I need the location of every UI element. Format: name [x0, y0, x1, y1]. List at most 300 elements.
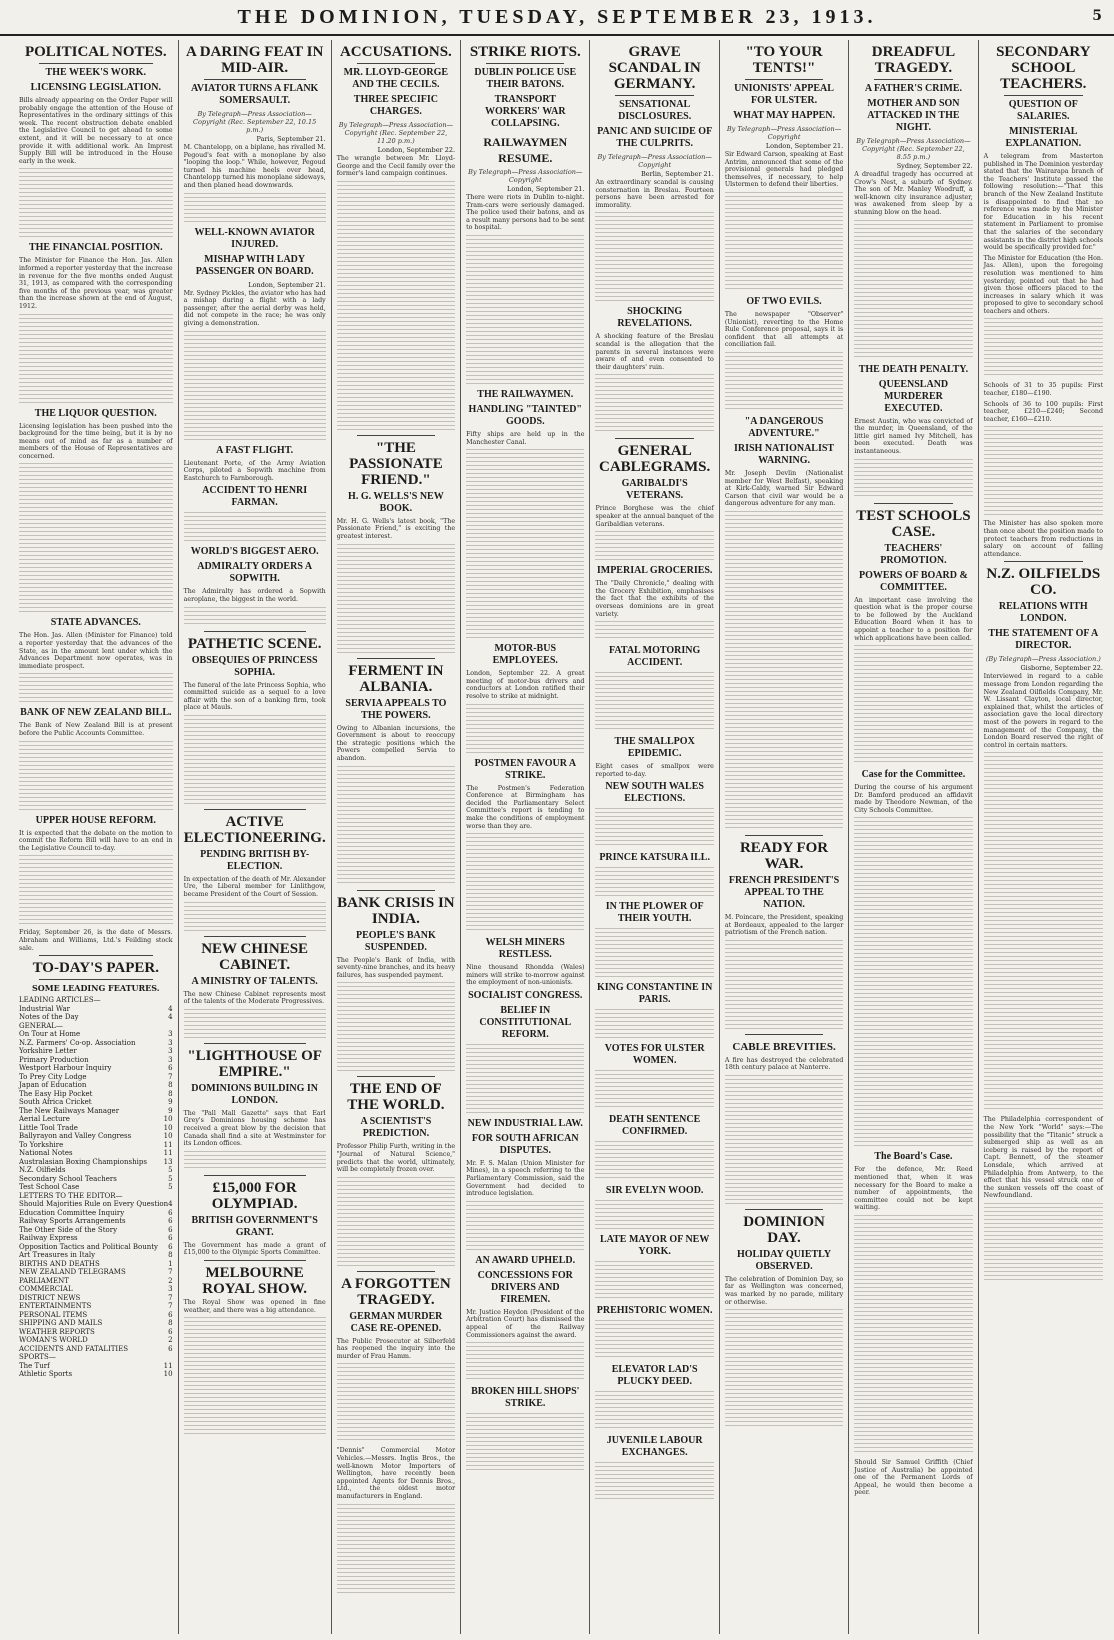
- article-text-lines: [466, 1413, 584, 1473]
- article-body: Mr. Joseph Devlin (Nationalist member for West Belfast), speaking at Kirk-Caldy, warned Sir Edward Carson that civil war would be a dangerous adventure for any man.: [724, 469, 844, 508]
- divider: [357, 1076, 435, 1077]
- article-subheading: POSTMEN FAVOUR A STRIKE.: [474, 757, 577, 781]
- toc-page: 10: [163, 1132, 173, 1141]
- placeline: Berlin, September 21.: [641, 170, 714, 178]
- article-subheading: A MINISTRY OF TALENTS.: [191, 975, 318, 987]
- dateline: By Telegraph—Press Association—Copyright: [468, 168, 583, 184]
- article-subheading: GARIBALDI'S VETERANS.: [621, 478, 688, 502]
- article-subheading: VOTES FOR ULSTER WOMEN.: [604, 1043, 705, 1067]
- toc-page: 9: [168, 1098, 173, 1107]
- article-text-lines: [595, 808, 713, 848]
- toc-row: [19, 1328, 173, 1337]
- article-text-lines: [595, 374, 713, 434]
- article-text-lines: [984, 426, 1103, 516]
- placeline: London, September 21.: [507, 185, 585, 193]
- toc-row: [19, 1311, 173, 1320]
- toc-item: Should Majorities Rule on Every Question: [19, 1200, 169, 1209]
- dateline: (By Telegraph—Press Association.): [985, 655, 1101, 664]
- toc-item: WEATHER REPORTS: [19, 1327, 95, 1336]
- toc-row: [19, 1013, 173, 1022]
- placeline: London, September 21.: [765, 142, 844, 150]
- placeline: London, September 21.: [248, 280, 326, 289]
- article-subheading: CONCESSIONS FOR DRIVERS AND FIREMEN.: [477, 1269, 573, 1305]
- article-subheading: MISHAP WITH LADY PASSENGER ON BOARD.: [195, 253, 314, 277]
- toc-row: [19, 1294, 173, 1303]
- article-text-lines: [854, 1215, 972, 1455]
- toc-page: 9: [168, 1106, 173, 1115]
- article-body: Mr. H. G. Wells's latest book, "The Passionate Friend," is exciting the greatest interest.: [336, 517, 456, 540]
- article-subheading: LATE MAYOR OF NEW YORK.: [599, 1234, 710, 1258]
- toc-page: 7: [168, 1293, 173, 1302]
- toc-page: 6: [168, 1234, 173, 1243]
- article-subheading: MOTHER AND SON ATTACKED IN THE NIGHT.: [867, 98, 960, 133]
- toc-row: [19, 1183, 173, 1192]
- article-body: Eight cases of smallpox were reported to-day.: [595, 763, 714, 778]
- divider: [204, 79, 306, 80]
- column-6: [720, 40, 849, 1634]
- divider: [39, 955, 153, 956]
- toc-item: SPORTS—: [19, 1353, 56, 1362]
- article-text-lines: [184, 193, 326, 223]
- article-subheading: AVIATOR TURNS A FLANK SOMERSAULT.: [190, 83, 319, 106]
- toc-page: 3: [168, 1038, 173, 1047]
- article-body: The Minister has also spoken more than once about the position made to protect teachers from reductions in salary on account of falling attendance.: [983, 520, 1103, 558]
- article-text-lines: [595, 1200, 713, 1230]
- dateline: By Telegraph—Press Association—Copyright (Rec. September 22, 11.20 p.m.): [338, 121, 454, 145]
- article-body: A fire has destroyed the celebrated 18th century palace at Nanterre.: [724, 1056, 844, 1072]
- article-body: During the course of his argument Dr. Bamford produced an affidavit made by Theodore Newman, of the City Schools Committee.: [854, 784, 973, 814]
- article-subheading: HANDLING "TAINTED" GOODS.: [468, 403, 582, 427]
- toc-row: [19, 1226, 173, 1235]
- article-subheading: TRANSPORT WORKERS' WAR COLLAPSING.: [484, 94, 566, 129]
- toc-item: Australasian Boxing Championships: [19, 1157, 147, 1166]
- divider: [745, 1034, 823, 1035]
- toc-item: Test School Case: [19, 1183, 80, 1192]
- article-body: It is expected that the debate on the motion to commit the Reform Bill will have to an end in the Legislative Council to-day.: [19, 829, 173, 852]
- article-body: The Minister for Education (the Hon. Jas. Allen), upon the foregoing resolution was mentioned to him yesterday, pointed out that he had given those officers placed to the increases in salary which it was proposed to give to secondary school teachers and others.: [983, 254, 1103, 315]
- article-subheading: STATE ADVANCES.: [50, 617, 141, 629]
- article-text-lines: [725, 1309, 843, 1429]
- article-heading: ACTIVE ELECTIONEERING.: [183, 813, 326, 846]
- divider: [357, 890, 435, 891]
- article-text-lines: [19, 673, 173, 703]
- article-body: Interviewed in regard to a cable message from London regarding the New Zealand Oilfields Company, Mr. W. Lissant Clayton, local director, explained that, whilst the articles of association gave the local directory most of the powers in regard to the management of the Company, the London Board reserved the right of control in certain matters.: [983, 673, 1103, 749]
- article-subheading: THE LIQUOR QUESTION.: [34, 407, 157, 419]
- toc-row: [19, 1234, 173, 1243]
- toc-row: [19, 1362, 173, 1371]
- article-text-lines: [466, 449, 584, 639]
- toc-item: The Turf: [19, 1361, 50, 1370]
- article-heading: A DARING FEAT IN MID-AIR.: [185, 44, 324, 76]
- toc-item: Industrial War: [19, 1004, 70, 1013]
- article-subheading: MOTOR-BUS EMPLOYEES.: [492, 643, 558, 667]
- toc-item: Little Tool Trade: [19, 1123, 78, 1132]
- article-text-lines: [725, 352, 843, 412]
- article-body: The Bank of New Zealand Bill is at present before the Public Accounts Committee.: [19, 722, 173, 738]
- article-body: M. Poincare, the President, speaking at Bordeaux, appealed to the larger patriotism of the French nation.: [724, 913, 844, 937]
- article-heading: PATHETIC SCENE.: [187, 635, 322, 652]
- article-body: Professor Philip Furth, writing in the "Journal of Natural Science," predicts that the world, ultimately, will be completely frozen over.: [336, 1143, 456, 1174]
- article-subheading: TEACHERS' PROMOTION.: [880, 542, 947, 566]
- article-body: Owing to Albanian incursions, the Government is about to reoccupy the strategic positions which the Powers compelled Servia to abandon.: [336, 724, 456, 762]
- divider: [204, 1043, 306, 1044]
- article-heading: MELBOURNE ROYAL SHOW.: [202, 1265, 308, 1297]
- article-text-lines: [184, 1151, 326, 1171]
- toc-item: Secondary School Teachers: [19, 1174, 117, 1183]
- toc-page: 8: [168, 1089, 173, 1098]
- article-text-lines: [466, 704, 584, 754]
- toc-item: Aerial Lecture: [19, 1115, 70, 1124]
- article-text-lines: [725, 1075, 843, 1205]
- article-subheading: Case for the Committee.: [861, 769, 966, 781]
- article-body: Bills already appearing on the Order Paper will probably engage the attention of the House of Representatives in the ordinary sittings of this week. The recent obstruction debate enabled the Legislative Council to get ahead to some extent, and it will be necessary to at once provide it with additional work. An Imprest Supply Bill will be introduced in the House early in the week.: [19, 97, 173, 165]
- placeline: London, September 22.: [377, 146, 456, 154]
- article-text-lines: [184, 1317, 326, 1437]
- toc-page: 2: [168, 1276, 173, 1285]
- toc-row: [19, 1098, 173, 1107]
- divider: [745, 79, 823, 80]
- article-subheading: THE RAILWAYMEN.: [477, 388, 574, 400]
- article-body: Prince Borghese was the chief speaker at the annual banquet of the Garibaldian veterans.: [595, 505, 714, 528]
- article-subheading: THE SMALLPOX EPIDEMIC.: [614, 736, 695, 760]
- toc-row: [19, 1200, 173, 1209]
- toc-page: 6: [168, 1064, 173, 1073]
- article-text-lines: [595, 212, 713, 302]
- toc-row: [19, 1064, 173, 1073]
- divider: [745, 835, 823, 836]
- toc-page: 3: [168, 1030, 173, 1039]
- toc-item: DISTRICT NEWS: [19, 1293, 81, 1302]
- toc-heading: SOME LEADING FEATURES.: [32, 983, 160, 994]
- article-subheading: "A DANGEROUS ADVENTURE.": [744, 415, 824, 439]
- article-subheading: A FAST FLIGHT.: [216, 444, 294, 456]
- toc-page: 4: [168, 1004, 173, 1013]
- toc-row: [19, 1056, 173, 1065]
- divider: [39, 63, 153, 64]
- article-heading: READY FOR WAR.: [739, 839, 829, 872]
- article-body: The Admiralty has ordered a Sopwith aeroplane, the biggest in the world.: [183, 588, 326, 603]
- article-subheading: SIR EVELYN WOOD.: [605, 1185, 704, 1197]
- column-7: [849, 40, 978, 1634]
- article-heading: BANK CRISIS IN INDIA.: [337, 894, 455, 927]
- toc-row: [19, 1345, 173, 1354]
- article-subheading: RELATIONS WITH LONDON.: [998, 601, 1088, 625]
- column-8: [979, 40, 1108, 1634]
- article-subheading: PREHISTORIC WOMEN.: [596, 1305, 713, 1317]
- toc-row: [19, 1107, 173, 1116]
- article-text-lines: [595, 1320, 713, 1360]
- article-subheading: FOR SOUTH AFRICAN DISPUTES.: [471, 1132, 579, 1156]
- article-subheading: SERVIA APPEALS TO THE POWERS.: [345, 697, 447, 721]
- toc-item: Japan of Education: [19, 1081, 87, 1090]
- toc-item: Yorkshire Letter: [19, 1047, 77, 1056]
- article-text-lines: [595, 621, 713, 641]
- article-subheading: QUESTION OF SALARIES.: [1008, 99, 1078, 122]
- article-body: The celebration of Dominion Day, so far as Wellington was concerned, was marked by no parade, military or otherwise.: [724, 1275, 844, 1306]
- article-text-lines: [337, 1504, 455, 1594]
- article-text-lines: [595, 928, 713, 978]
- toc-item: The Easy Hip Pocket: [19, 1089, 93, 1098]
- article-subheading: FRENCH PRESIDENT'S APPEAL TO THE NATION.: [728, 874, 840, 910]
- article-subheading: WHAT MAY HAPPEN.: [733, 110, 836, 121]
- toc-row: [19, 1192, 173, 1201]
- toc-page: 6: [168, 1217, 173, 1226]
- toc-item: Railway Sports Arrangements: [19, 1217, 126, 1226]
- article-body: The Hon. Jas. Allen (Minister for Finance) told a reporter yesterday that the advances of the State, as in the amount lent under which the Advances Department now operates, was in immediate prospect.: [19, 632, 173, 670]
- article-subheading: LICENSING LEGISLATION.: [30, 82, 161, 93]
- toc-row: [19, 1141, 173, 1150]
- article-subheading: KING CONSTANTINE IN PARIS.: [596, 982, 713, 1006]
- divider: [1004, 561, 1083, 562]
- toc-item: LETTERS TO THE EDITOR—: [19, 1191, 123, 1200]
- article-subheading: DUBLIN POLICE USE THEIR BATONS.: [474, 67, 577, 90]
- article-subheading: THREE SPECIFIC CHARGES.: [353, 94, 438, 117]
- toc-row: [19, 1268, 173, 1277]
- article-body: Sir Edward Carson, speaking at East Antrim, announced that some of the provisional generals had pledged themselves, if necessary, to help Ulstermen to defend their liberties.: [724, 151, 844, 189]
- toc-row: [19, 1149, 173, 1158]
- article-heading: £15,000 FOR OLYMPIAD.: [211, 1179, 298, 1212]
- article-heading: FERMENT IN ALBANIA.: [348, 662, 444, 695]
- article-text-lines: [184, 607, 326, 627]
- toc-page: 2: [168, 1336, 173, 1345]
- article-text-lines: [854, 459, 972, 499]
- toc-row: [19, 1319, 173, 1328]
- toc-row: [19, 1166, 173, 1175]
- article-text-lines: [466, 833, 584, 933]
- toc-row: [19, 1302, 173, 1311]
- toc-item: The New Railways Manager: [19, 1106, 120, 1115]
- article-body: The "Pall Mall Gazette" says that Earl Grey's Dominions housing scheme has received a great blow by the decision that Canada shall find a site at Westminster for its London offices.: [183, 1109, 326, 1148]
- toc-row: [19, 1005, 173, 1014]
- toc-row: [19, 1047, 173, 1056]
- article-subheading: THE DEATH PENALTY.: [858, 363, 969, 375]
- toc-row: [19, 1132, 173, 1141]
- toc-page: 6: [168, 1225, 173, 1234]
- article-body: There were riots in Dublin to-night. Tram-cars were seriously damaged. The police used their batons, and as a result many persons had to be sent to hospital.: [466, 194, 585, 232]
- toc-page: 11: [163, 1361, 173, 1370]
- article-subheading: MR. LLOYD-GEORGE AND THE CECILS.: [343, 67, 449, 90]
- article-body: A shocking feature of the Breslau scandal is the allegation that the parents in several instances were aware of and even consented to their daughters' ruin.: [595, 333, 714, 371]
- toc-page: 6: [168, 1344, 173, 1353]
- divider: [874, 79, 952, 80]
- article-subheading: The Board's Case.: [874, 1151, 953, 1163]
- article-body: Nine thousand Rhondda (Wales) miners will strike to-morrow against the employment of non-unionists.: [466, 964, 585, 987]
- toc-item: Railway Express: [19, 1234, 78, 1243]
- toc-row: [19, 1353, 173, 1362]
- toc-row: [19, 1115, 173, 1124]
- toc-page: 10: [163, 1115, 173, 1124]
- toc-item: BIRTHS AND DEATHS: [19, 1259, 100, 1268]
- article-subheading: A FATHER'S CRIME.: [864, 83, 962, 94]
- article-subheading: ADMIRALTY ORDERS A SOPWITH.: [197, 561, 313, 585]
- toc-row: [19, 1277, 173, 1286]
- placeline: Sydney, September 22.: [896, 162, 973, 170]
- article-body: Schools of 36 to 100 pupils: First teacher, £210—£240; Second teacher, £160—£210.: [983, 400, 1103, 423]
- article-subheading: WORLD'S BIGGEST AERO.: [190, 546, 319, 558]
- toc-row: [19, 1260, 173, 1269]
- toc-page: 8: [168, 1081, 173, 1090]
- toc-item: South Africa Cricket: [19, 1098, 92, 1107]
- toc-page: 4: [168, 1013, 173, 1022]
- article-subheading: WELSH MINERS RESTLESS.: [485, 937, 565, 961]
- article-text-lines: [19, 463, 173, 613]
- article-text-lines: [984, 318, 1103, 378]
- article-heading: GRAVE SCANDAL IN GERMANY.: [608, 44, 701, 92]
- article-text-lines: [19, 741, 173, 811]
- article-body: Lieutenant Porte, of the Army Aviation Corps, piloted a Sopwith machine from Eastchurch to Farnborough.: [183, 459, 326, 482]
- article-body: Should Sir Samuel Griffith (Chief Justice of Australia) be appointed one of the Permanent Lords of Appeal, he would then become a peer.: [854, 1459, 973, 1497]
- toc-page: 3: [168, 1055, 173, 1064]
- article-text-lines: [337, 544, 455, 654]
- divider: [39, 979, 153, 980]
- masthead: [0, 0, 1114, 36]
- toc-page: 7: [168, 1072, 173, 1081]
- article-body: "Dennis" Commercial Motor Vehicles.—Messrs. Inglis Bros., the well-known Motor Importers of Wellington, have recently been appointed Agents for Dennis Bros., Ltd., the oldest motor manufacturers in England.: [336, 1447, 456, 1501]
- toc-page: 8: [168, 1251, 173, 1260]
- divider: [1004, 95, 1083, 96]
- article-body: The Postmen's Federation Conference at Birmingham has decided the Parliamentary Select Committee's report is tending to make the conditions of employment worse than they are.: [466, 784, 585, 830]
- toc-page: 5: [168, 1183, 173, 1192]
- divider: [204, 1175, 306, 1176]
- article-body: Friday, September 26, is the date of Messrs. Abraham and Williams, Ltd.'s Feilding stock sale.: [19, 929, 173, 952]
- toc-page: 10: [163, 1370, 173, 1379]
- toc-page: 6: [168, 1327, 173, 1336]
- article-text-lines: [337, 1363, 455, 1443]
- article-text-lines: [19, 168, 173, 238]
- toc-item: GENERAL—: [19, 1021, 63, 1030]
- article-text-lines: [725, 192, 843, 292]
- toc-item: National Notes: [19, 1149, 73, 1158]
- article-subheading: PANIC AND SUICIDE OF THE CULPRITS.: [597, 126, 713, 149]
- article-heading: POLITICAL NOTES.: [24, 44, 167, 60]
- article-heading: STRIKE RIOTS.: [469, 44, 581, 60]
- article-text-lines: [984, 1203, 1103, 1283]
- article-body: An extraordinary scandal is causing consternation in Breslau. Fourteen persons have been arrested for immorality.: [595, 179, 714, 209]
- toc-item: Ballyrayon and Valley Congress: [19, 1132, 132, 1141]
- dateline: By Telegraph—Press Association—Copyright (Rec. September 22, 8.55 p.m.): [856, 137, 971, 161]
- toc-page: 11: [163, 1149, 173, 1158]
- dateline: By Telegraph—Press Association—Copyright: [726, 125, 842, 141]
- article-text-lines: [595, 1261, 713, 1301]
- article-text-lines: [595, 1391, 713, 1431]
- article-text-lines: [984, 752, 1103, 1112]
- article-body: Mr. Sydney Pickles, the aviator who has had a mishap during a flight with a lady passenger, after the aerial derby was held, did not compete in the race; he was only giving a demonstration.: [183, 289, 326, 327]
- toc-item: Opposition Tactics and Political Bounty: [19, 1242, 159, 1251]
- divider: [874, 503, 952, 504]
- article-heading: TEST SCHOOLS CASE.: [856, 507, 971, 540]
- divider: [204, 631, 306, 632]
- article-subheading: BELIEF IN CONSTITUTIONAL REFORM.: [479, 1004, 572, 1040]
- toc-item: Athletic Sports: [19, 1370, 73, 1379]
- article-subheading: DOMINIONS BUILDING IN LONDON.: [191, 1082, 318, 1106]
- toc-row: [19, 1336, 173, 1345]
- article-subheading: NEW SOUTH WALES ELECTIONS.: [605, 781, 704, 805]
- article-text-lines: [337, 982, 455, 1072]
- toc-row: [19, 1158, 173, 1167]
- column-2: [179, 40, 332, 1634]
- article-body: A dreadful tragedy has occurred at Crow's Nest, a suburb of Sydney. The son of Mr. Manley Woodruff, a well-known city insurance adjuster, was awakened from sleep by a stunning blow on the head.: [854, 171, 973, 216]
- section-heading: TO-DAY'S PAPER.: [32, 960, 159, 977]
- article-text-lines: [595, 672, 713, 732]
- toc-item: NEW ZEALAND TELEGRAMS: [19, 1268, 126, 1277]
- article-subheading: A SCIENTIST'S PREDICTION.: [360, 1116, 432, 1140]
- article-subheading: BROKEN HILL SHOPS' STRIKE.: [471, 1386, 580, 1410]
- toc-item: Education Committee Inquiry: [19, 1208, 125, 1217]
- divider: [615, 95, 693, 96]
- article-subheading: THE FINANCIAL POSITION.: [28, 242, 163, 254]
- toc-page: 8: [168, 1319, 173, 1328]
- divider: [745, 1209, 823, 1210]
- article-heading: NEW CHINESE CABINET.: [201, 940, 309, 973]
- article-body: The Philadelphia correspondent of the New York "World" says:—The possibility that the "Titanic" struck a submerged ship as well as an iceberg is raised by the report of Capt. Bennett, of the steamer Lonsdale, which arrived at Philadelphia from Antwerp, to the effect that his vessel struck one of the sunken vessels off the coast of Newfoundland.: [983, 1116, 1103, 1200]
- page-columns: [14, 40, 1108, 1634]
- toc-row: [19, 1073, 173, 1082]
- toc-page: 6: [168, 1242, 173, 1251]
- article-text-lines: [337, 1177, 455, 1267]
- toc-row: [19, 1209, 173, 1218]
- article-subheading: PRINCE KATSURA ILL.: [599, 852, 710, 864]
- article-text-lines: [19, 855, 173, 925]
- toc-item: PERSONAL ITEMS: [19, 1310, 88, 1319]
- article-heading: N.Z. OILFIELDS CO.: [986, 566, 1101, 599]
- article-subheading: AN AWARD UPHELD.: [475, 1254, 576, 1266]
- toc-page: 5: [168, 1174, 173, 1183]
- article-text-lines: [466, 1342, 584, 1382]
- article-body: A telegram from Masterton published in The Dominion yesterday stated that the Wairarapa branch of the Teachers' Institute passed the following resolution:—"That this branch of the New Zealand Institute is disappointed to find that no reference was made by the Minister for Education in his recent statement in Parliament to promise that the salaries of the secondary assistants in the district high schools would be specifically provided for.": [983, 153, 1103, 252]
- article-subheading: SOCIALIST CONGRESS.: [468, 989, 583, 1001]
- article-subheading: WELL-KNOWN AVIATOR INJURED.: [194, 226, 315, 250]
- toc-row: [19, 1022, 173, 1031]
- article-heading: SECONDARY SCHOOL TEACHERS.: [996, 44, 1091, 92]
- article-body: The Royal Show was opened in fine weather, and there was a big attendance.: [183, 1299, 326, 1314]
- article-body: The Minister for Finance the Hon. Jas. Allen informed a reporter yesterday that the increase in revenue for the five months ended August 31, 1913, as compared with the corresponding five months of the previous year, was greater than the increase shown at the end of August, 1912.: [19, 257, 173, 310]
- article-subheading: SHOCKING REVELATIONS.: [617, 306, 692, 330]
- article-text-lines: [184, 331, 326, 441]
- toc-item: Primary Production: [19, 1055, 89, 1064]
- article-body: The People's Bank of India, with seventy-nine branches, and its heavy failures, has suspended payment.: [336, 956, 456, 979]
- article-body: Mr. Justice Heydon (President of the Arbitration Court) has dismissed the appeal of the Railway Commissioners against the award.: [466, 1308, 585, 1339]
- article-text-lines: [466, 235, 584, 385]
- article-heading: "THE PASSIONATE FRIEND.": [349, 439, 443, 488]
- article-body: The funeral of the late Princess Sophia, who committed suicide as a sequel to a love affair with the son of a banking firm, took place at Mauls.: [183, 681, 326, 712]
- article-text-lines: [337, 181, 455, 431]
- toc-row: [19, 1251, 173, 1260]
- toc-item: N.Z. Farmers' Co-op. Association: [19, 1038, 136, 1047]
- article-text-lines: [595, 531, 713, 561]
- article-subheading: ELEVATOR LAD'S PLUCKY DEED.: [611, 1364, 698, 1388]
- article-heading: ACCUSATIONS.: [339, 44, 452, 60]
- toc-item: N.Z. Oilfields: [19, 1166, 66, 1175]
- article-body: The new Chinese Cabinet represents most of the talents of the Moderate Progressives.: [183, 990, 326, 1006]
- toc-item: To Yorkshire: [19, 1140, 64, 1149]
- article-subheading: THE WEEK'S WORK.: [45, 67, 147, 78]
- toc-item: Westport Harbour Inquiry: [19, 1064, 112, 1073]
- article-text-lines: [595, 1009, 713, 1039]
- article-subheading: GERMAN MURDER CASE RE-OPENED.: [349, 1310, 443, 1334]
- article-subheading: HOLIDAY QUIETLY OBSERVED.: [736, 1248, 832, 1272]
- article-heading: THE END OF THE WORLD.: [347, 1081, 445, 1114]
- article-body: Licensing legislation has been pushed into the background for the time being, but it is by no means out of mind as far as a number of members of the House of Representatives are concerned.: [19, 422, 173, 460]
- toc-page: 3: [168, 1285, 173, 1294]
- article-heading: DOMINION DAY.: [743, 1213, 825, 1246]
- article-subheading: QUEENSLAND MURDERER EXECUTED.: [878, 378, 949, 414]
- article-subheading: IMPERIAL GROCERIES.: [596, 565, 713, 577]
- toc-page: 1: [168, 1259, 173, 1268]
- article-text-lines: [595, 867, 713, 897]
- toc-page: 6: [168, 1310, 173, 1319]
- toc-row: [19, 1030, 173, 1039]
- page-number: 5: [1092, 8, 1102, 24]
